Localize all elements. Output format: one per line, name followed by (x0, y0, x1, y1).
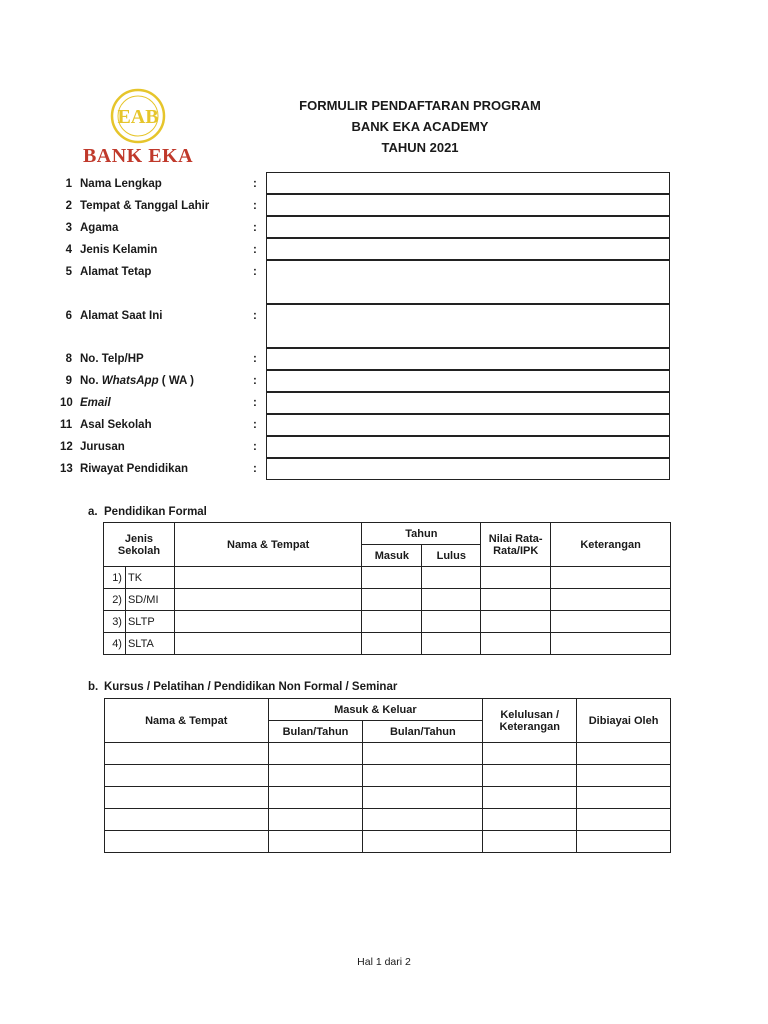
form-title-line3: TAHUN 2021 (381, 140, 459, 155)
section-letter: b. (88, 681, 99, 693)
cell-nilai[interactable] (481, 611, 551, 633)
section-title: Kursus / Pelatihan / Pendidikan Non Formal / Seminar (104, 681, 398, 693)
bank-eka-logo-text: BANK EKA (82, 145, 194, 167)
cell-dibiayai[interactable] (577, 787, 671, 809)
field-number: 11 (60, 419, 73, 431)
alamat-saat-ini-input[interactable] (266, 304, 670, 348)
whatsapp-input[interactable] (266, 370, 670, 392)
cell-masuk[interactable] (268, 831, 363, 853)
email-input[interactable] (266, 392, 670, 414)
field-number: 3 (65, 222, 72, 234)
field-label-nama-lengkap: Nama Lengkap (80, 178, 162, 190)
header-nilai-ipk: Nilai Rata- Rata/IPK (481, 523, 551, 567)
field-label-email (80, 397, 111, 409)
cell-masuk[interactable] (268, 765, 363, 787)
cell-kelulusan[interactable] (483, 743, 577, 765)
field-number: 5 (65, 266, 72, 278)
cell-dibiayai[interactable] (577, 831, 671, 853)
cell-masuk[interactable] (362, 567, 422, 589)
asal-sekolah-input[interactable] (266, 414, 670, 436)
form-title-line2: BANK EKA ACADEMY (351, 119, 489, 134)
riwayat-pendidikan-input[interactable] (266, 458, 670, 480)
field-number: 13 (60, 463, 73, 475)
table-row (104, 567, 671, 589)
cell-kelulusan[interactable] (483, 809, 577, 831)
field-label-italic: Email (80, 397, 111, 409)
cell-nama-tempat[interactable] (105, 765, 269, 787)
header-nama-tempat: Nama & Tempat (105, 699, 269, 743)
jurusan-input[interactable] (266, 436, 670, 458)
cell-masuk[interactable] (362, 611, 422, 633)
field-colon: : (253, 441, 257, 453)
field-number: 4 (65, 244, 72, 256)
cell-keterangan[interactable] (551, 589, 671, 611)
table-row (105, 809, 671, 831)
cell-dibiayai[interactable] (577, 809, 671, 831)
field-number: 12 (60, 441, 73, 453)
field-label-suffix: ( WA ) (158, 375, 194, 387)
school-level: SD/MI (125, 589, 174, 611)
cell-dibiayai[interactable] (577, 765, 671, 787)
table-row (105, 787, 671, 809)
field-number: 1 (65, 178, 72, 190)
cell-keterangan[interactable] (551, 567, 671, 589)
table-row (105, 743, 671, 765)
cell-nilai[interactable] (481, 567, 551, 589)
field-colon: : (253, 397, 257, 409)
cell-keluar[interactable] (363, 831, 483, 853)
cell-kelulusan[interactable] (483, 787, 577, 809)
cell-nama-tempat[interactable] (105, 787, 269, 809)
header-tahun: Tahun (362, 523, 481, 545)
cell-kelulusan[interactable] (483, 831, 577, 853)
cell-nama-tempat[interactable] (174, 633, 362, 655)
cell-masuk[interactable] (362, 633, 422, 655)
table-row (104, 611, 671, 633)
cell-masuk[interactable] (362, 589, 422, 611)
section-title: Pendidikan Formal (104, 506, 207, 518)
field-colon: : (253, 200, 257, 212)
cell-keluar[interactable] (363, 765, 483, 787)
field-label-italic: WhatsApp (101, 375, 159, 387)
field-colon: : (253, 244, 257, 256)
field-label-jenis-kelamin: Jenis Kelamin (80, 244, 158, 256)
cell-nilai[interactable] (481, 589, 551, 611)
field-number: 10 (60, 397, 73, 409)
table-row (105, 831, 671, 853)
jenis-kelamin-input[interactable] (266, 238, 670, 260)
field-colon: : (253, 266, 257, 278)
field-number: 2 (65, 200, 72, 212)
header-lulus: Lulus (422, 545, 481, 567)
agama-input[interactable] (266, 216, 670, 238)
cell-lulus[interactable] (422, 611, 481, 633)
bank-eka-logo (70, 88, 206, 168)
row-number: 4) (104, 633, 126, 655)
form-title-line1: FORMULIR PENDAFTARAN PROGRAM (299, 98, 541, 113)
nama-lengkap-input[interactable] (266, 172, 670, 194)
field-label-asal-sekolah: Asal Sekolah (80, 419, 152, 431)
field-label-alamat-saat-ini: Alamat Saat Ini (80, 310, 163, 322)
field-colon: : (253, 178, 257, 190)
cell-nilai[interactable] (481, 633, 551, 655)
field-label-alamat-tetap: Alamat Tetap (80, 266, 152, 278)
field-label-no-telp: No. Telp/HP (80, 353, 144, 365)
svg-text:EAB: EAB (117, 106, 159, 128)
field-colon: : (253, 463, 257, 475)
cell-keluar[interactable] (363, 809, 483, 831)
cell-keterangan[interactable] (551, 633, 671, 655)
cell-dibiayai[interactable] (577, 743, 671, 765)
field-label-prefix: No. (80, 375, 102, 387)
field-colon: : (253, 419, 257, 431)
header-bulan-tahun-masuk: Bulan/Tahun (268, 721, 363, 743)
non-formal-table (104, 698, 671, 853)
cell-keterangan[interactable] (551, 611, 671, 633)
cell-lulus[interactable] (422, 633, 481, 655)
section-letter: a. (88, 506, 98, 518)
pendidikan-formal-table (103, 522, 671, 655)
cell-keluar[interactable] (363, 787, 483, 809)
field-label-tempat-tanggal-lahir: Tempat & Tanggal Lahir (80, 200, 210, 212)
table-row (104, 633, 671, 655)
cell-nama-tempat[interactable] (105, 831, 269, 853)
school-level: SLTA (125, 633, 174, 655)
header-masuk: Masuk (362, 545, 422, 567)
field-number: 8 (65, 353, 72, 365)
field-colon: : (253, 375, 257, 387)
cell-kelulusan[interactable] (483, 765, 577, 787)
row-number: 2) (104, 589, 126, 611)
header-dibiayai-oleh: Dibiayai Oleh (577, 699, 671, 743)
row-number: 3) (104, 611, 126, 633)
cell-masuk[interactable] (268, 743, 363, 765)
section-heading-non-formal (88, 681, 397, 693)
field-colon: : (253, 222, 257, 234)
cell-nama-tempat[interactable] (105, 743, 269, 765)
header-nama-tempat: Nama & Tempat (174, 523, 362, 567)
cell-nama-tempat[interactable] (174, 611, 362, 633)
header-keterangan: Keterangan (551, 523, 671, 567)
cell-lulus[interactable] (422, 567, 481, 589)
field-label-riwayat-pendidikan: Riwayat Pendidikan (80, 463, 189, 475)
cell-masuk[interactable] (268, 787, 363, 809)
school-level: SLTP (125, 611, 174, 633)
header-bulan-tahun-keluar: Bulan/Tahun (363, 721, 483, 743)
tempat-tanggal-lahir-input[interactable] (266, 194, 670, 216)
table-row (105, 765, 671, 787)
school-level: TK (125, 567, 174, 589)
section-heading-pendidikan-formal (88, 506, 207, 518)
table-row (104, 589, 671, 611)
field-label-jurusan: Jurusan (80, 441, 125, 453)
cell-nama-tempat[interactable] (105, 809, 269, 831)
cell-nama-tempat[interactable] (174, 567, 362, 589)
cell-lulus[interactable] (422, 589, 481, 611)
header-masuk-keluar: Masuk & Keluar (268, 699, 483, 721)
cell-nama-tempat[interactable] (174, 589, 362, 611)
header-jenis-sekolah: Jenis Sekolah (104, 523, 175, 567)
no-telp-input[interactable] (266, 348, 670, 370)
field-number: 9 (65, 375, 72, 387)
field-label-whatsapp (80, 375, 194, 387)
field-label-agama: Agama (80, 222, 119, 234)
field-number: 6 (65, 310, 72, 322)
row-number: 1) (104, 567, 126, 589)
header-kelulusan: Kelulusan / Keterangan (483, 699, 577, 743)
field-colon: : (253, 353, 257, 365)
cell-keluar[interactable] (363, 743, 483, 765)
alamat-tetap-input[interactable] (266, 260, 670, 304)
cell-masuk[interactable] (268, 809, 363, 831)
page-number: Hal 1 dari 2 (357, 956, 411, 968)
field-colon: : (253, 310, 257, 322)
bank-eka-seal-icon (70, 88, 206, 148)
